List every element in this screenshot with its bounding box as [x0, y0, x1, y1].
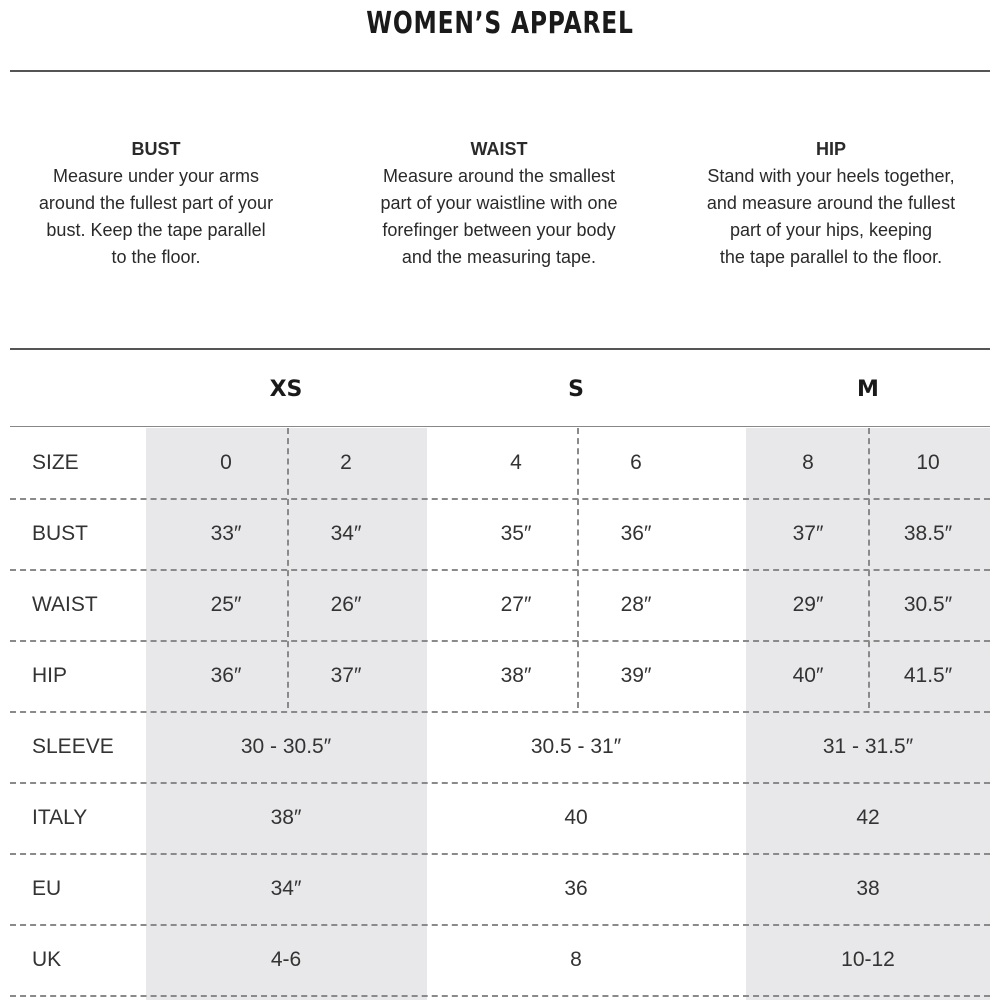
waist-cell-1: 25″: [210, 593, 242, 616]
size-cell-4: 6: [630, 451, 642, 474]
row-label-waist: WAIST: [32, 593, 98, 616]
eu-cell-2: 36: [564, 877, 588, 900]
italy-cell-3: 42: [856, 806, 880, 829]
table-top-divider: [10, 348, 990, 350]
hip-cell-6: 41.5″: [903, 664, 953, 687]
bust-cell-5: 37″: [792, 522, 824, 545]
waist-cell-2: 26″: [330, 593, 362, 616]
title-divider: [10, 70, 990, 72]
sleeve-cell-2: 30.5 - 31″: [530, 735, 622, 758]
bust-cell-6: 38.5″: [903, 522, 953, 545]
row-label-eu: EU: [32, 877, 62, 900]
italy-cell-1: 38″: [270, 806, 302, 829]
column-divider-1: [287, 428, 289, 708]
bust-line-4: to the floor.: [111, 247, 201, 267]
waist-heading: WAIST: [470, 139, 528, 159]
waist-line-2: part of your waistline with one: [380, 193, 618, 213]
hip-line-3: part of your hips, keeping: [729, 220, 933, 240]
bust-cell-3: 35″: [500, 522, 532, 545]
row-label-hip: HIP: [32, 664, 68, 687]
hip-cell-2: 37″: [330, 664, 362, 687]
eu-cell-1: 34″: [270, 877, 302, 900]
size-cell-2: 2: [340, 451, 352, 474]
header-divider: [10, 426, 990, 427]
bust-cell-2: 34″: [330, 522, 362, 545]
row-label-bust: BUST: [32, 522, 89, 545]
bust-heading: BUST: [131, 139, 181, 159]
hip-cell-3: 38″: [500, 664, 532, 687]
bust-line-2: around the fullest part of your: [38, 193, 274, 213]
bust-cell-4: 36″: [620, 522, 652, 545]
size-cell-1: 0: [220, 451, 232, 474]
bust-cell-1: 33″: [210, 522, 242, 545]
column-divider-2: [577, 428, 579, 708]
waist-instructions: [349, 136, 649, 271]
bust-line-3: bust. Keep the tape parallel: [46, 220, 266, 240]
bust-line-1: Measure under your arms: [52, 166, 260, 186]
hip-line-2: and measure around the fullest: [706, 193, 956, 213]
size-cell-5: 8: [802, 451, 814, 474]
row-label-size: SIZE: [32, 451, 79, 474]
group-header-xs: XS: [269, 376, 303, 402]
hip-heading: HIP: [815, 139, 846, 159]
sleeve-cell-3: 31 - 31.5″: [822, 735, 914, 758]
uk-cell-1: 4-6: [270, 948, 302, 971]
waist-line-4: and the measuring tape.: [401, 247, 597, 267]
waist-cell-3: 27″: [500, 593, 532, 616]
row-separator: [10, 995, 990, 997]
waist-cell-5: 29″: [792, 593, 824, 616]
uk-cell-2: 8: [570, 948, 582, 971]
hip-instructions: [676, 136, 986, 271]
group-header-s: S: [568, 376, 584, 402]
row-label-sleeve: SLEEVE: [32, 735, 114, 758]
waist-line-1: Measure around the smallest: [382, 166, 616, 186]
row-label-uk: UK: [32, 948, 62, 971]
bust-instructions: [6, 136, 306, 271]
page-title: WOMEN’S APPAREL: [366, 5, 634, 41]
group-header-m: M: [857, 376, 879, 402]
hip-cell-1: 36″: [210, 664, 242, 687]
waist-line-3: forefinger between your body: [382, 220, 616, 240]
italy-cell-2: 40: [564, 806, 588, 829]
waist-cell-6: 30.5″: [903, 593, 953, 616]
size-cell-6: 10: [916, 451, 940, 474]
sleeve-cell-1: 30 - 30.5″: [240, 735, 332, 758]
uk-cell-3: 10-12: [841, 948, 895, 971]
column-divider-3: [868, 428, 870, 708]
waist-cell-4: 28″: [620, 593, 652, 616]
hip-line-1: Stand with your heels together,: [707, 166, 955, 186]
size-cell-3: 4: [510, 451, 522, 474]
eu-cell-3: 38: [856, 877, 880, 900]
row-label-italy: ITALY: [32, 806, 88, 829]
hip-cell-4: 39″: [620, 664, 652, 687]
hip-cell-5: 40″: [792, 664, 824, 687]
hip-line-4: the tape parallel to the floor.: [719, 247, 943, 267]
